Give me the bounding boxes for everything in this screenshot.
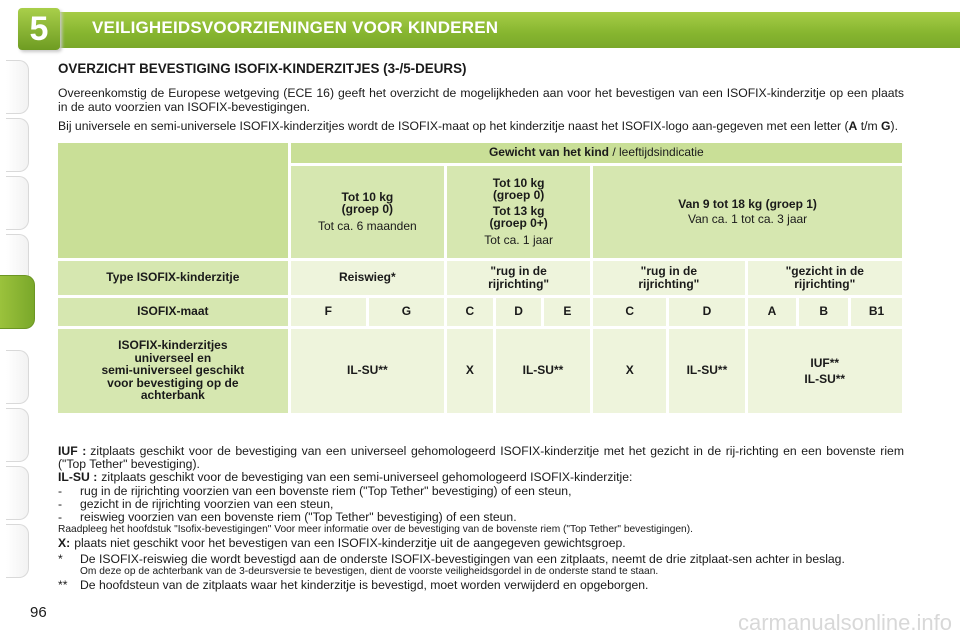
page-number: 96 <box>30 604 47 621</box>
footnote-text: De hoofdsteun van de zitplaats waar het kinderzitje is bevestigd, moet worden verwijderd en opgeborgen. <box>80 577 649 592</box>
size-cell: E <box>544 298 590 326</box>
note-x <box>58 537 904 550</box>
type-carrycot: Reiswieg* <box>291 261 444 295</box>
chapter-tab[interactable] <box>6 466 29 520</box>
chapter-tab[interactable] <box>6 118 29 172</box>
size-cell: B <box>799 298 848 326</box>
chapter-tab[interactable] <box>6 60 29 114</box>
table-corner <box>58 143 288 258</box>
note-text: zitplaats geschikt voor de bevestiging van een semi-universeel gehomologeerd ISOFIX-kinderzitje: <box>101 470 633 485</box>
note-label: IL-SU : <box>58 470 98 485</box>
dash-text: rug in de rijrichting voorzien van een bovenste riem ("Top Tether" bevestiging) of een steun, <box>80 483 572 498</box>
note-text: zitplaats geschikt voor de bevestiging van een universeel gehomologeerd ISOFIX-kinderzitje met het gezicht in de rij-richting en een bovenste riem ("Top Tether" bevestiging). <box>58 444 904 472</box>
chapter-tab-active[interactable] <box>0 275 35 329</box>
footnote-mark: * <box>58 552 63 567</box>
size-letter-a: A <box>848 119 858 134</box>
weight-group-0plus-title-a: Tot 10 kg (groep 0) <box>492 175 545 203</box>
note-iuf <box>58 445 904 471</box>
weight-header-rest: / leeftijdsindicatie <box>608 145 704 160</box>
chapter-tab[interactable] <box>6 350 29 404</box>
seat-cell: X <box>447 329 493 413</box>
chapter-tab[interactable] <box>6 524 29 578</box>
chapter-number-badge: 5 <box>18 8 60 50</box>
weight-group-0plus-title-b: Tot 13 kg (groep 0+) <box>489 203 548 231</box>
size-cell: C <box>447 298 493 326</box>
weight-header <box>291 143 902 163</box>
footnote-body <box>80 553 845 579</box>
weight-group-0-age: Tot ca. 6 maanden <box>317 218 417 233</box>
intro-paragraph-1: Overeenkomstig de Europese wetgeving (ECE 16) geeft het overzicht de mogelijkheden aan voor het bevestigen van een ISOFIX-kinderzitje op een plaats in de auto voorzien van ISOFIX-bevestigingen. <box>58 86 904 114</box>
weight-group-0plus-age: Tot ca. 1 jaar <box>484 232 553 247</box>
intro-paragraph-2 <box>58 120 904 133</box>
row-label-type: Type ISOFIX-kinderzitje <box>58 261 288 295</box>
intro-text: Bij universele en semi-universele ISOFIX-kinderzitjes wordt de ISOFIX-maat op het kinderzitje naast het ISOFIX-logo aan-gegeven met een letter ( <box>58 119 849 134</box>
dash-text: reiswieg voorzien van een bovenste riem ("Top Tether" bevestiging) of een steun. <box>80 510 517 525</box>
note-ilsu <box>58 471 904 484</box>
weight-group-1-title: Van 9 tot 18 kg (groep 1) <box>678 197 817 212</box>
size-cell: D <box>496 298 542 326</box>
seat-cell: IL-SU** <box>669 329 744 413</box>
row-label-size: ISOFIX-maat <box>58 298 288 326</box>
seat-cell: IUF** IL-SU** <box>748 329 902 413</box>
isofix-table <box>55 140 905 416</box>
footnote-small: Om deze op de achterbank van de 3-deursversie te bevestigen, dient de voorste veiligheidsgordel in de onderste stand te staan. <box>80 566 659 578</box>
page-header-title: VEILIGHEIDSVOORZIENINGEN VOOR KINDEREN <box>92 18 499 37</box>
type-forward: "gezicht in de rijrichting" <box>748 261 902 295</box>
small-note: Raadpleeg het hoofdstuk "Isofix-bevestigingen" Voor meer informatie over de bevestiging van de bovenste riem ("Top Tether" bevestigingen). <box>58 524 693 536</box>
type-rearward-2: "rug in de rijrichting" <box>593 261 744 295</box>
weight-group-1-age: Van ca. 1 tot ca. 3 jaar <box>688 211 808 226</box>
note-iuf-body <box>58 445 904 471</box>
chapter-tab[interactable] <box>6 408 29 462</box>
type-rearward-1: "rug in de rijrichting" <box>447 261 590 295</box>
size-letter-g: G <box>881 119 891 134</box>
weight-group-0 <box>291 166 444 258</box>
note-label: X: <box>58 535 71 550</box>
row-label-seats: ISOFIX-kinderzitjes universeel en semi-universeel geschikt voor bevestiging op de achterbank <box>58 329 288 413</box>
footnote-star-1 <box>58 553 904 579</box>
watermark: carmanualsonline.info <box>737 610 952 635</box>
size-cell: D <box>669 298 744 326</box>
seat-cell: IL-SU** <box>291 329 444 413</box>
note-text: plaats niet geschikt voor het bevestigen van een ISOFIX-kinderzitje uit de aangegeven gewichtsgroep. <box>74 535 626 550</box>
footnote-mark: ** <box>58 577 68 592</box>
size-cell: B1 <box>851 298 902 326</box>
dash-text: gezicht in de rijrichting voorzien van een steun, <box>80 496 334 511</box>
seat-cell: X <box>593 329 666 413</box>
chapter-tab[interactable] <box>6 176 29 230</box>
weight-group-1 <box>593 166 902 258</box>
note-label: IUF : <box>58 444 87 458</box>
weight-header-bold: Gewicht van het kind <box>488 145 609 160</box>
dash-item: - rug in de rijrichting voorzien van een bovenste riem ("Top Tether" bevestiging) of een steun, <box>58 483 572 498</box>
main-content <box>58 62 904 416</box>
intro-text: t/m <box>857 119 882 134</box>
dash-item: - reiswieg voorzien van een bovenste riem ("Top Tether" bevestiging) of een steun. <box>58 510 517 525</box>
size-cell: C <box>593 298 666 326</box>
size-cell: A <box>748 298 797 326</box>
seat-cell: IL-SU** <box>496 329 590 413</box>
weight-group-0plus <box>447 166 590 258</box>
footnote-star-2 <box>58 579 904 592</box>
dash-item: - gezicht in de rijrichting voorzien van een steun, <box>58 496 334 511</box>
chapter-tabs <box>0 60 34 620</box>
intro-text: ). <box>890 119 898 134</box>
legend-notes <box>58 445 904 592</box>
weight-group-0-title: Tot 10 kg (groep 0) <box>341 189 394 217</box>
size-cell: F <box>291 298 366 326</box>
size-cell: G <box>369 298 444 326</box>
section-title: OVERZICHT BEVESTIGING ISOFIX-KINDERZITJES (3-/5-DEURS) <box>58 61 467 76</box>
footnote-text: De ISOFIX-reiswieg die wordt bevestigd aan de onderste ISOFIX-bevestigingen van een zitplaats, neemt de drie zitplaat-sen achter in beslag. <box>80 552 845 567</box>
